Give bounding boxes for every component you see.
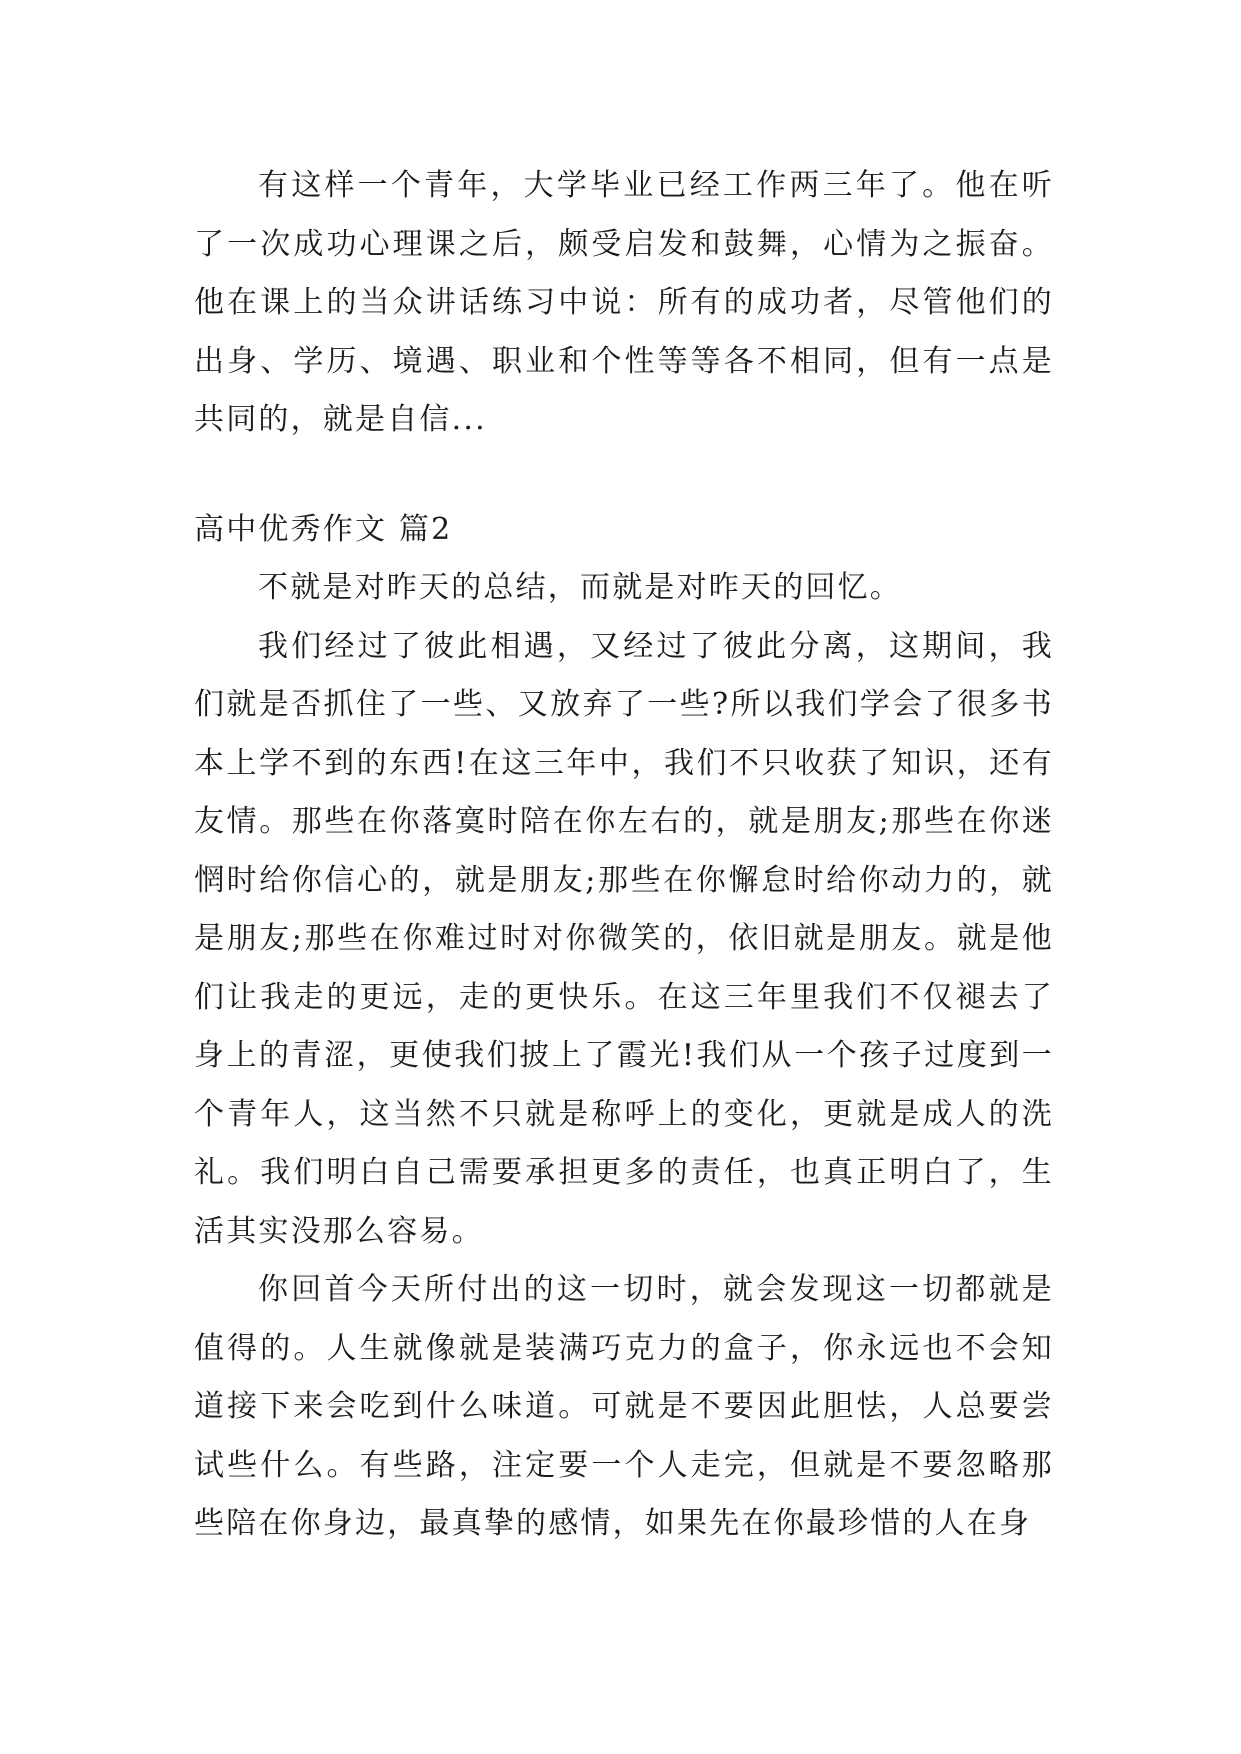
document-body xyxy=(194,157,1054,1554)
intro-paragraph: 有这样一个青年，大学毕业已经工作两三年了。他在听了一次成功心理课之后，颇受启发和鼓舞，心情为之振奋。他在课上的当众讲话练习中说：所有的成功者，尽管他们的出身、学历、境遇、职业和个性等等各不相同，但有一点是共同的，就是自信... xyxy=(194,168,1054,437)
section-heading: 高中优秀作文 篇2 xyxy=(194,511,453,547)
body-paragraph-1: 不就是对昨天的总结，而就是对昨天的回忆。 xyxy=(258,570,902,605)
body-paragraph-3: 你回首今天所付出的这一切时，就会发现这一切都就是值得的。人生就像就是装满巧克力的盒子，你永远也不会知道接下来会吃到什么味道。可就是不要因此胆怯，人总要尝试些什么。有些路，注定要一个人走完，但就是不要忽略那些陪在你身边，最真挚的感情，如果先在你最珍惜的人在身 xyxy=(194,1272,1054,1541)
body-paragraph-2: 我们经过了彼此相遇，又经过了彼此分离，这期间，我们就是否抓住了一些、又放弃了一些?所以我们学会了很多书本上学不到的东西!在这三年中，我们不只收获了知识，还有友情。那些在你落寞时陪在你左右的，就是朋友;那些在你迷惘时给你信心的，就是朋友;那些在你懈怠时给你动力的，就是朋友;那些在你难过时对你微笑的，依旧就是朋友。就是他们让我走的更远，走的更快乐。在这三年里我们不仅褪去了身上的青涩，更使我们披上了霞光!我们从一个孩子过度到一个青年人，这当然不只就是称呼上的变化，更就是成人的洗礼。我们明白自己需要承担更多的责任，也真正明白了，生活其实没那么容易。 xyxy=(194,628,1054,1249)
